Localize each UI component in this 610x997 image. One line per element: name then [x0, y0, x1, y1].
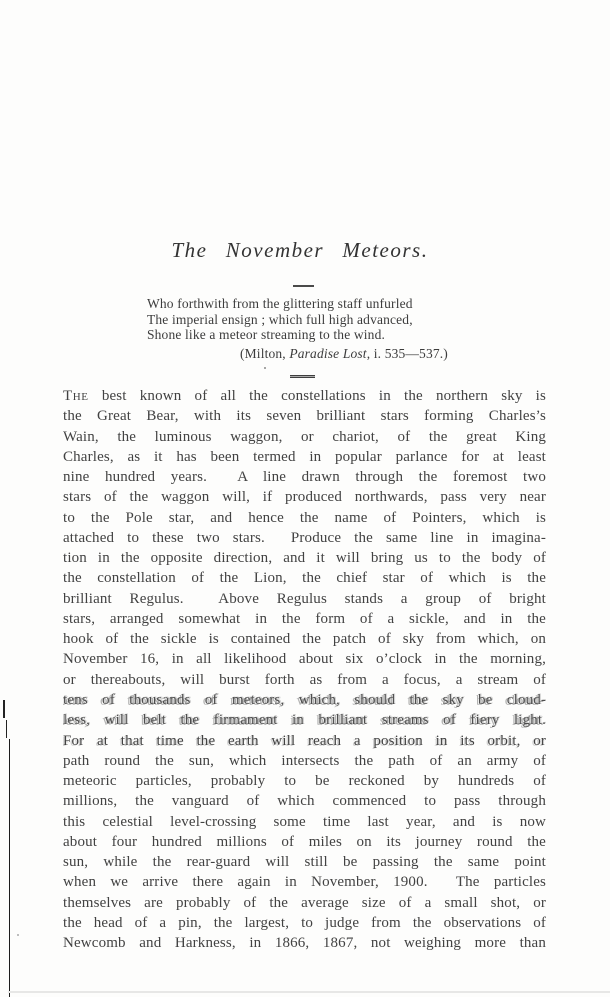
body-line: when we arrive there again in November, 1900. The particles: [63, 874, 546, 891]
epigraph: [147, 296, 448, 362]
scan-speck: [17, 934, 19, 936]
lead-word-smallcaps: The: [63, 388, 89, 404]
body-line: tens of thousands of meteors, which, should the sky be cloud-: [63, 691, 546, 708]
body-line: November 16, in all likelihood about six o’clock in the morning,: [63, 651, 546, 668]
epigraph-line: Who forthwith from the glittering staff unfurled: [147, 296, 413, 311]
body-line: about four hundred millions of miles on its journey round the: [63, 833, 546, 850]
body-line: less, will belt the firmament in brilliant streams of fiery light.: [63, 712, 546, 729]
page-edge-line: [9, 739, 11, 997]
body-line: sun, while the rear-guard will still be passing the same point: [63, 854, 546, 871]
epigraph-line: The imperial ensign ; which full high advanced,: [147, 311, 413, 327]
epigraph-lines: [147, 296, 448, 343]
body-line: path round the sun, which intersects the path of an army of: [63, 752, 546, 769]
body-line: brilliant Regulus. Above Regulus stands a group of bright: [63, 590, 546, 607]
body-line: this celestial level-crossing some time last year, and is now: [63, 813, 546, 830]
body-line: meteoric particles, probably to be reckoned by hundreds of: [63, 773, 546, 790]
page-bottom-edge: [8, 991, 610, 993]
epigraph-attribution: [240, 346, 448, 362]
body-line: nine hundred years. A line drawn through the foremost two: [63, 469, 546, 486]
body-line: Wain, the luminous waggon, or chariot, of the great King: [63, 428, 546, 445]
body-line: stars, arranged somewhat in the form of a sickle, and in the: [63, 610, 546, 627]
body-line: stars of the waggon will, if produced northwards, pass very near: [63, 489, 546, 506]
body-line: For at that time the earth will reach a position in its orbit, or: [63, 732, 546, 749]
attribution-text: (Milton,: [240, 346, 290, 362]
body-line: The best known of all the constellations in the northern sky is: [63, 388, 546, 404]
body-line: to the Pole star, and hence the name of Pointers, which is: [63, 509, 546, 526]
scan-speck: [264, 367, 266, 369]
body-line: attached to these two stars. Produce the same line in imagina-: [63, 529, 546, 546]
body-line: themselves are probably of the average size of a small shot, or: [63, 894, 546, 911]
body-line: or thereabouts, will burst forth as from a focus, a stream of: [63, 671, 546, 688]
left-margin-mark: [3, 700, 5, 718]
body-line: Newcomb and Harkness, in 1866, 1867, not weighing more than: [63, 935, 546, 952]
epigraph-line: Shone like a meteor streaming to the wind.: [147, 327, 385, 343]
divider-top: [293, 285, 314, 287]
left-margin-mark: [6, 720, 8, 738]
body-paragraph: [63, 386, 546, 953]
body-line: the Great Bear, with its seven brilliant stars forming Charles’s: [63, 408, 546, 425]
body-line: the constellation of the Lion, the chief star of which is the: [63, 570, 546, 587]
body-line: Charles, as it has been termed in popular parlance for at least: [63, 448, 546, 465]
divider-bottom: [290, 375, 315, 378]
body-line: tion in the opposite direction, and it will bring us to the body of: [63, 550, 546, 567]
body-line: the head of a pin, the largest, to judge from the observations of: [63, 914, 546, 931]
attribution-work-title: Paradise Lost: [289, 346, 367, 362]
body-line: millions, the vanguard of which commenced to pass through: [63, 793, 546, 810]
body-line: hook of the sickle is contained the patch of sky from which, on: [63, 631, 546, 648]
attribution-text: , i. 535—537.): [366, 346, 448, 362]
page-title: The November Meteors.: [171, 238, 429, 262]
